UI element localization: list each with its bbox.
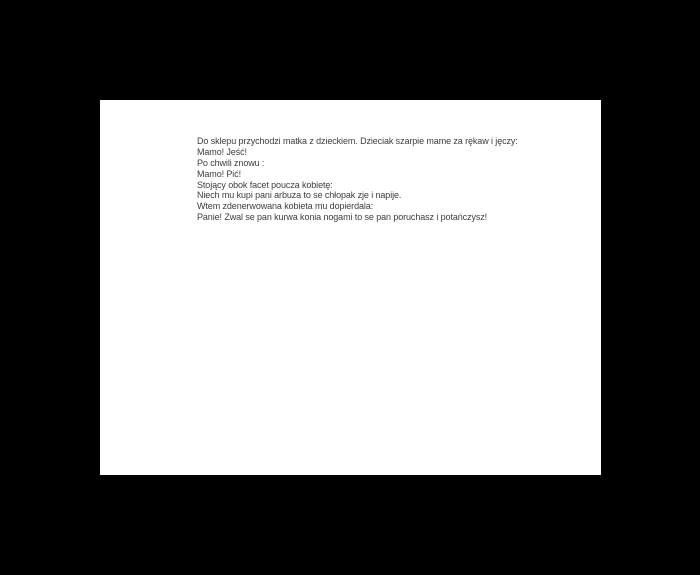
joke-line: Wtem zdenerwowana kobieta mu dopierdala: — [197, 201, 374, 212]
joke-text-block — [197, 136, 527, 223]
joke-line: Stojący obok facet poucza kobietę: — [197, 179, 333, 190]
joke-line: Panie! Zwal se pan kurwa konia nogami to se pan poruchasz i potańczysz! — [197, 212, 488, 223]
document-page — [100, 100, 601, 475]
joke-line: Po chwili znowu : — [197, 157, 265, 168]
joke-line: Do sklepu przychodzi matka z dzieckiem. Dzieciak szarpie mame za rękaw i jęczy: — [197, 136, 518, 146]
joke-line: Mamo! Pić! — [197, 168, 242, 179]
joke-line: Niech mu kupi pani arbuza to se chłopak zje i napije. — [197, 190, 402, 201]
joke-line: Mamo! Jeść! — [197, 146, 247, 157]
